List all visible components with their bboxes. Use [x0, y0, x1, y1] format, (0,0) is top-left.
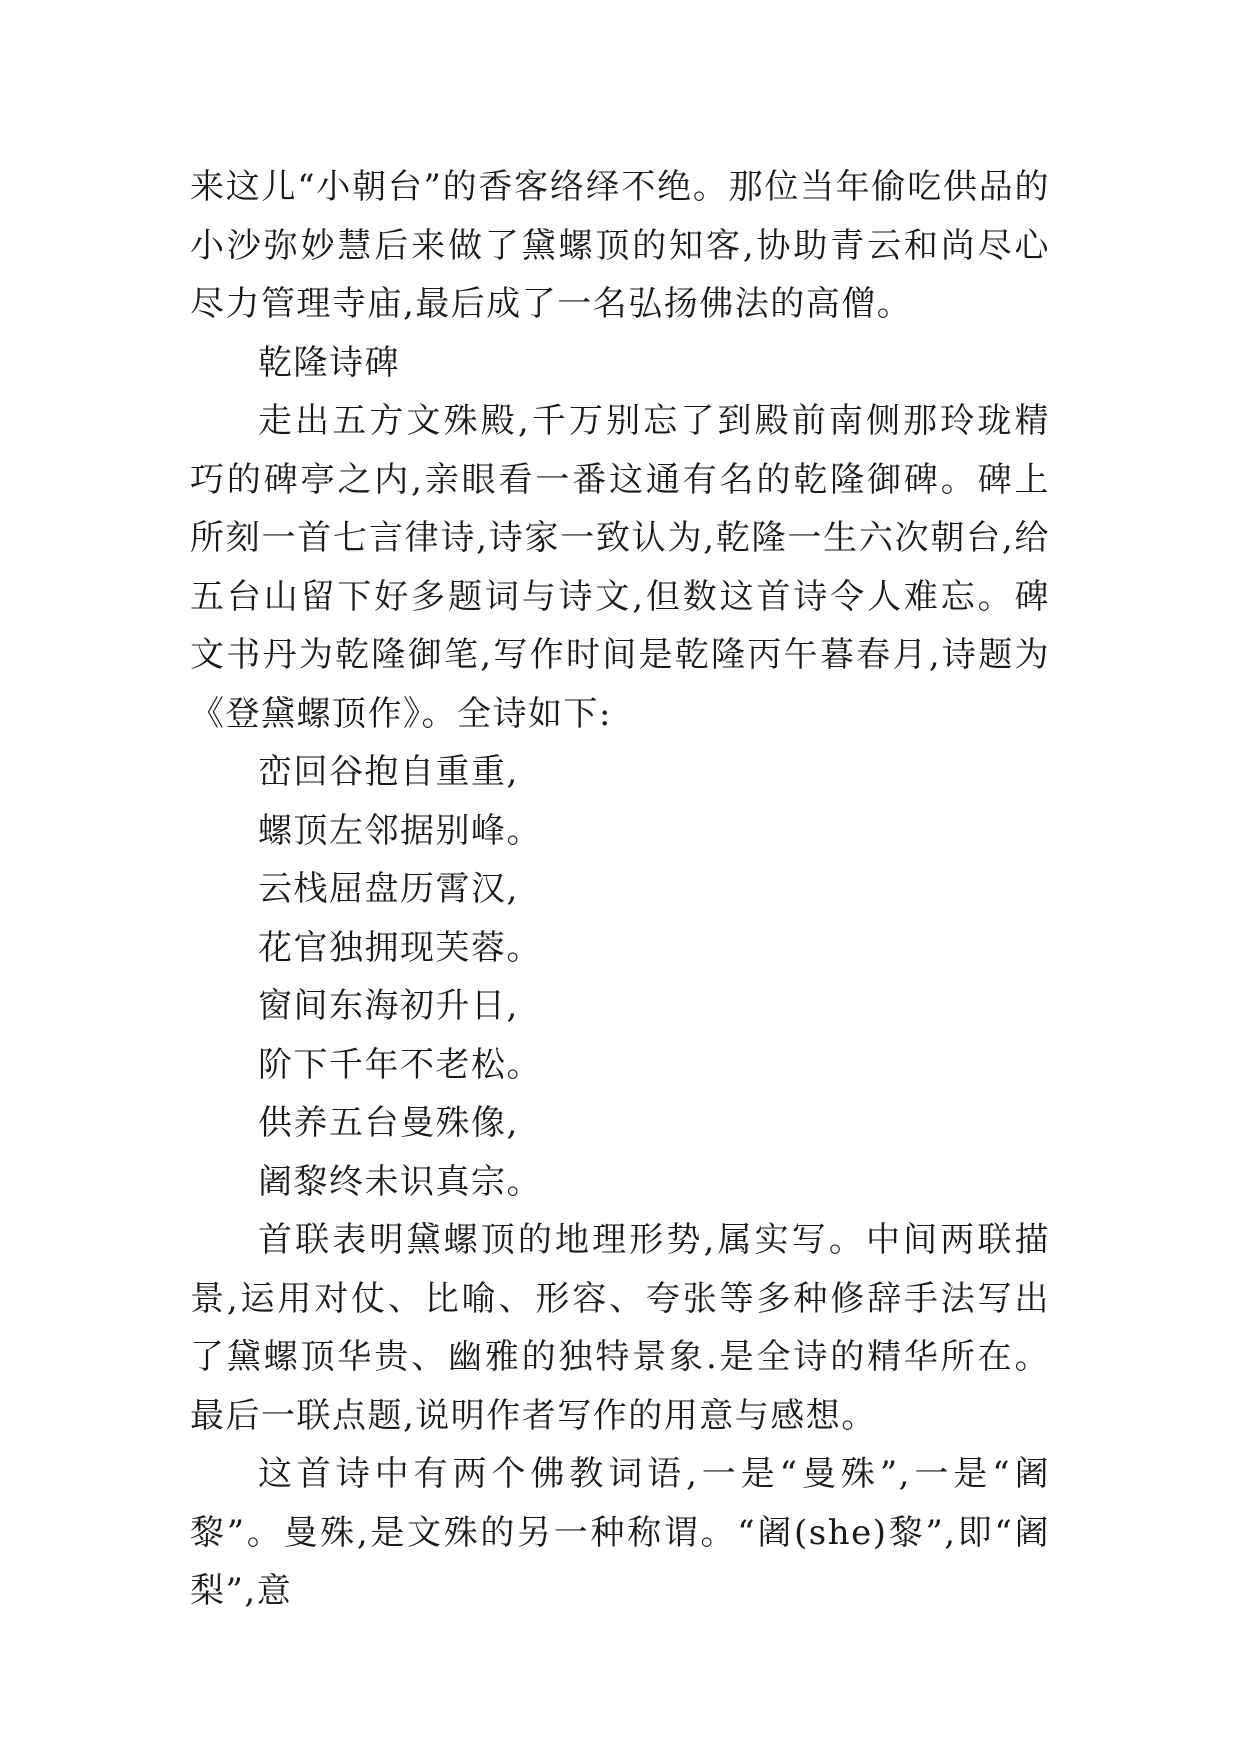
poem-line: 云栈屈盘历霄汉, — [258, 869, 519, 909]
intro-paragraph: 来这儿“小朝台”的香客络绎不绝。那位当年偷吃供品的小沙弥妙慧后来做了黛螺顶的知客,协助青云和尚尽心尽力管理寺庙,最后成了一名弘扬佛法的高僧。 — [190, 167, 1050, 324]
poem-line: 供养五台曼殊像, — [258, 1103, 519, 1143]
poem-line: 阇黎终未识真宗。 — [258, 1161, 542, 1202]
section-heading: 乾隆诗碑 — [258, 342, 400, 383]
poem-line: 阶下千年不老松。 — [258, 1044, 542, 1085]
poem — [190, 743, 1050, 1211]
document-page — [190, 158, 1050, 1621]
section-paragraph: 走出五方文殊殿,千万别忘了到殿前南侧那玲珑精巧的碑亭之内,亲眼看一番这通有名的乾隆御碑。碑上所刻一首七言律诗,诗家一致认为,乾隆一生六次朝台,给五台山留下好多题词与诗文,但数这首诗令人难忘。碑文书丹为乾隆御笔,写作时间是乾隆丙午暮春月,诗题为《登黛螺顶作》。全诗如下: — [190, 401, 1050, 734]
poem-line: 花官独拥现芙蓉。 — [258, 927, 542, 968]
poem-line: 窗间东海初升日, — [258, 986, 519, 1026]
analysis-paragraph: 首联表明黛螺顶的地理形势,属实写。中间两联描景,运用对仗、比喻、形容、夸张等多种修辞手法写出了黛螺顶华贵、幽雅的独特景象.是全诗的精华所在。最后一联点题,说明作者写作的用意与感想。 — [190, 1220, 1050, 1436]
poem-line: 峦回谷抱自重重, — [258, 752, 519, 792]
terms-paragraph: 这首诗中有两个佛教词语,一是“曼殊”,一是“阇黎”。曼殊,是文殊的另一种称谓。“阇(she)黎”,即“阇梨”,意 — [190, 1454, 1050, 1611]
poem-line: 螺顶左邻据别峰。 — [258, 810, 542, 851]
